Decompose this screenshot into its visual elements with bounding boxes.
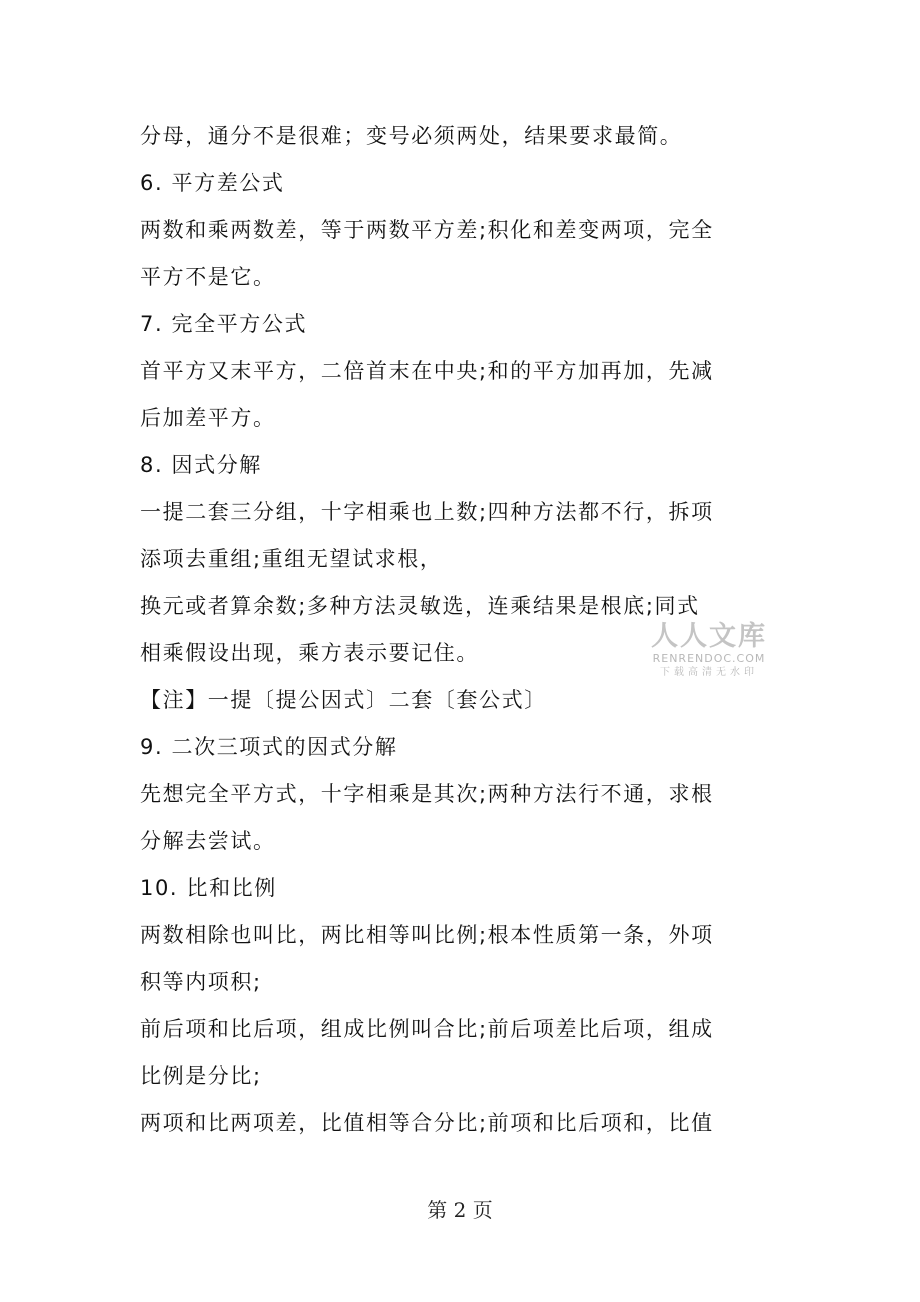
text-line: 分母，通分不是很难；变号必须两处，结果要求最简。 [140, 124, 683, 148]
text-line: 添项去重组;重组无望试求根， [140, 547, 443, 571]
watermark [646, 622, 772, 680]
watermark-slogan: 下载高清无水印 [660, 667, 758, 678]
text-line: 后加差平方。 [140, 406, 276, 430]
text-line: 比例是分比; [140, 1064, 262, 1088]
text-line: 两数相除也叫比，两比相等叫比例;根本性质第一条，外项 [140, 923, 714, 947]
text-line: 平方不是它。 [140, 265, 276, 289]
text-line: 前后项和比后项，组成比例叫合比;前后项差比后项，组成 [140, 1017, 714, 1041]
note-line: 【注】一提〔提公因式〕二套〔套公式〕 [140, 688, 547, 712]
section-heading: 9. 二次三项式的因式分解 [140, 735, 398, 759]
text-line: 分解去尝试。 [140, 829, 276, 853]
text-line: 两数和乘两数差，等于两数平方差;积化和差变两项，完全 [140, 218, 714, 242]
text-line: 相乘假设出现，乘方表示要记住。 [140, 641, 479, 665]
section-heading: 8. 因式分解 [140, 453, 262, 477]
page-number: 第 2 页 [427, 1198, 493, 1222]
text-line: 先想完全平方式，十字相乘是其次;两种方法行不通，求根 [140, 782, 714, 806]
text-line: 积等内项积; [140, 970, 262, 994]
watermark-logo: 人人文库 [651, 621, 767, 652]
text-line: 一提二套三分组，十字相乘也上数;四种方法都不行，拆项 [140, 500, 714, 524]
section-heading: 10. 比和比例 [140, 876, 277, 900]
text-line: 换元或者算余数;多种方法灵敏选，连乘结果是根底;同式 [140, 594, 700, 618]
watermark-domain: RENRENDOC.COM [652, 652, 766, 665]
text-line: 两项和比两项差，比值相等合分比;前项和比后项和，比值 [140, 1111, 714, 1135]
section-heading: 7. 完全平方公式 [140, 312, 308, 336]
text-line: 首平方又末平方，二倍首末在中央;和的平方加再加，先减 [140, 359, 714, 383]
section-heading: 6. 平方差公式 [140, 171, 285, 195]
